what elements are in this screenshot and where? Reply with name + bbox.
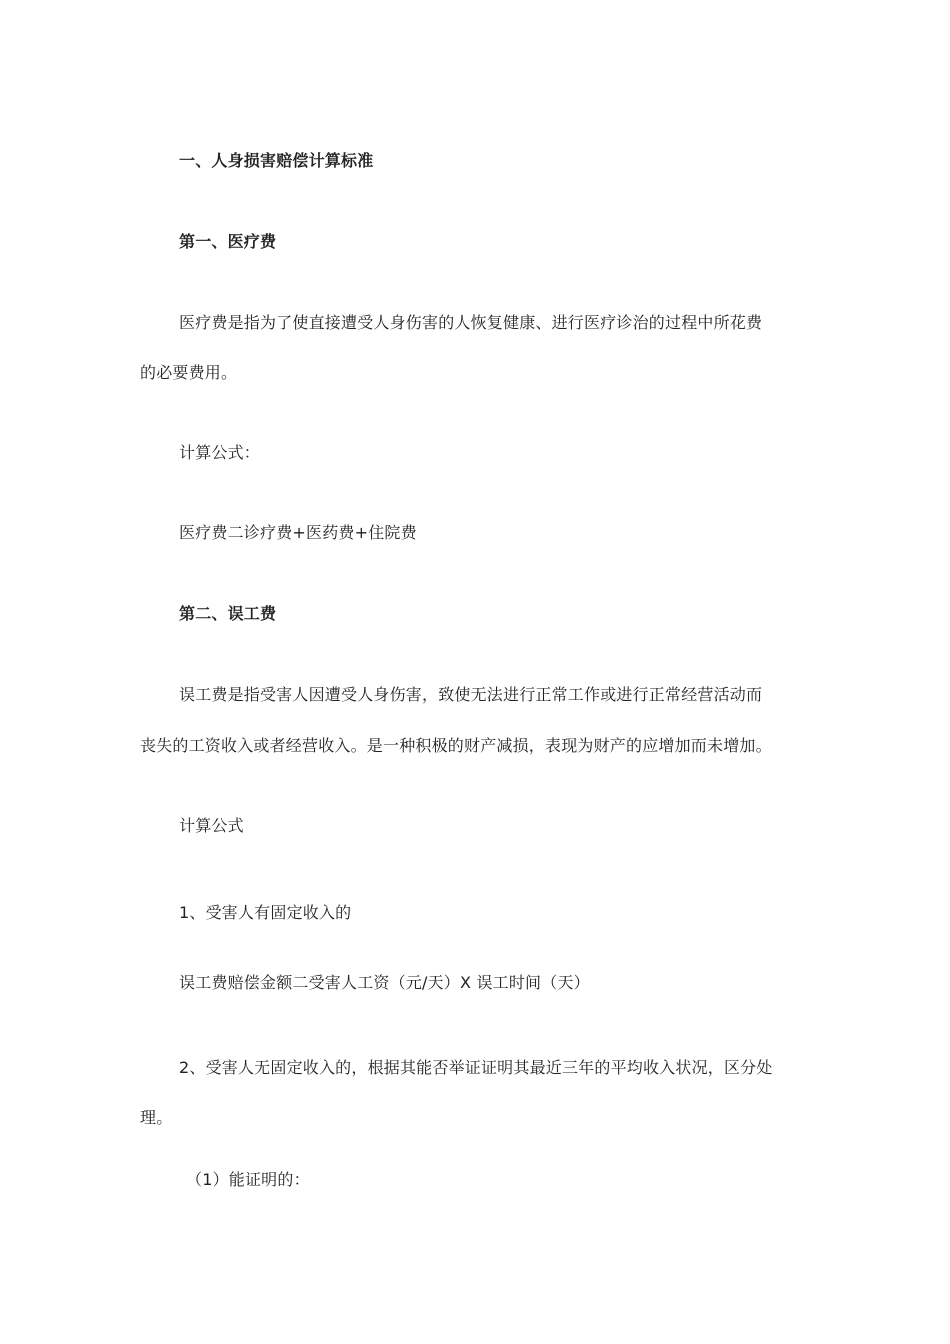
formula-lost-wages: 误工费赔偿金额二受害人工资（元/天）X 误工时间（天） [179, 973, 590, 992]
paragraph-line: 的必要费用。 [140, 363, 238, 382]
main-heading: 一、人身损害赔偿计算标准 [179, 151, 374, 170]
paragraph-line: 误工费是指受害人因遭受人身伤害，致使无法进行正常工作或进行正常经营活动而 [179, 685, 763, 704]
section-title-medical: 第一、医疗费 [179, 232, 277, 251]
sub-item: （1）能证明的： [186, 1170, 310, 1189]
paragraph-line: 医疗费是指为了使直接遭受人身伤害的人恢复健康、进行医疗诊治的过程中所花费 [179, 313, 763, 332]
paragraph-line: 理。 [140, 1108, 173, 1127]
list-item: 1、受害人有固定收入的 [179, 903, 352, 922]
formula-label: 计算公式 [179, 816, 244, 835]
paragraph-line: 丧失的工资收入或者经营收入。是一种积极的财产减损，表现为财产的应增加而未增加。 [140, 736, 772, 755]
formula-label: 计算公式： [179, 443, 261, 462]
section-title-lost-wages: 第二、误工费 [179, 604, 277, 623]
formula-medical: 医疗费二诊疗费+医药费+住院费 [179, 523, 417, 542]
list-item: 2、受害人无固定收入的，根据其能否举证证明其最近三年的平均收入状况，区分处 [179, 1058, 773, 1077]
